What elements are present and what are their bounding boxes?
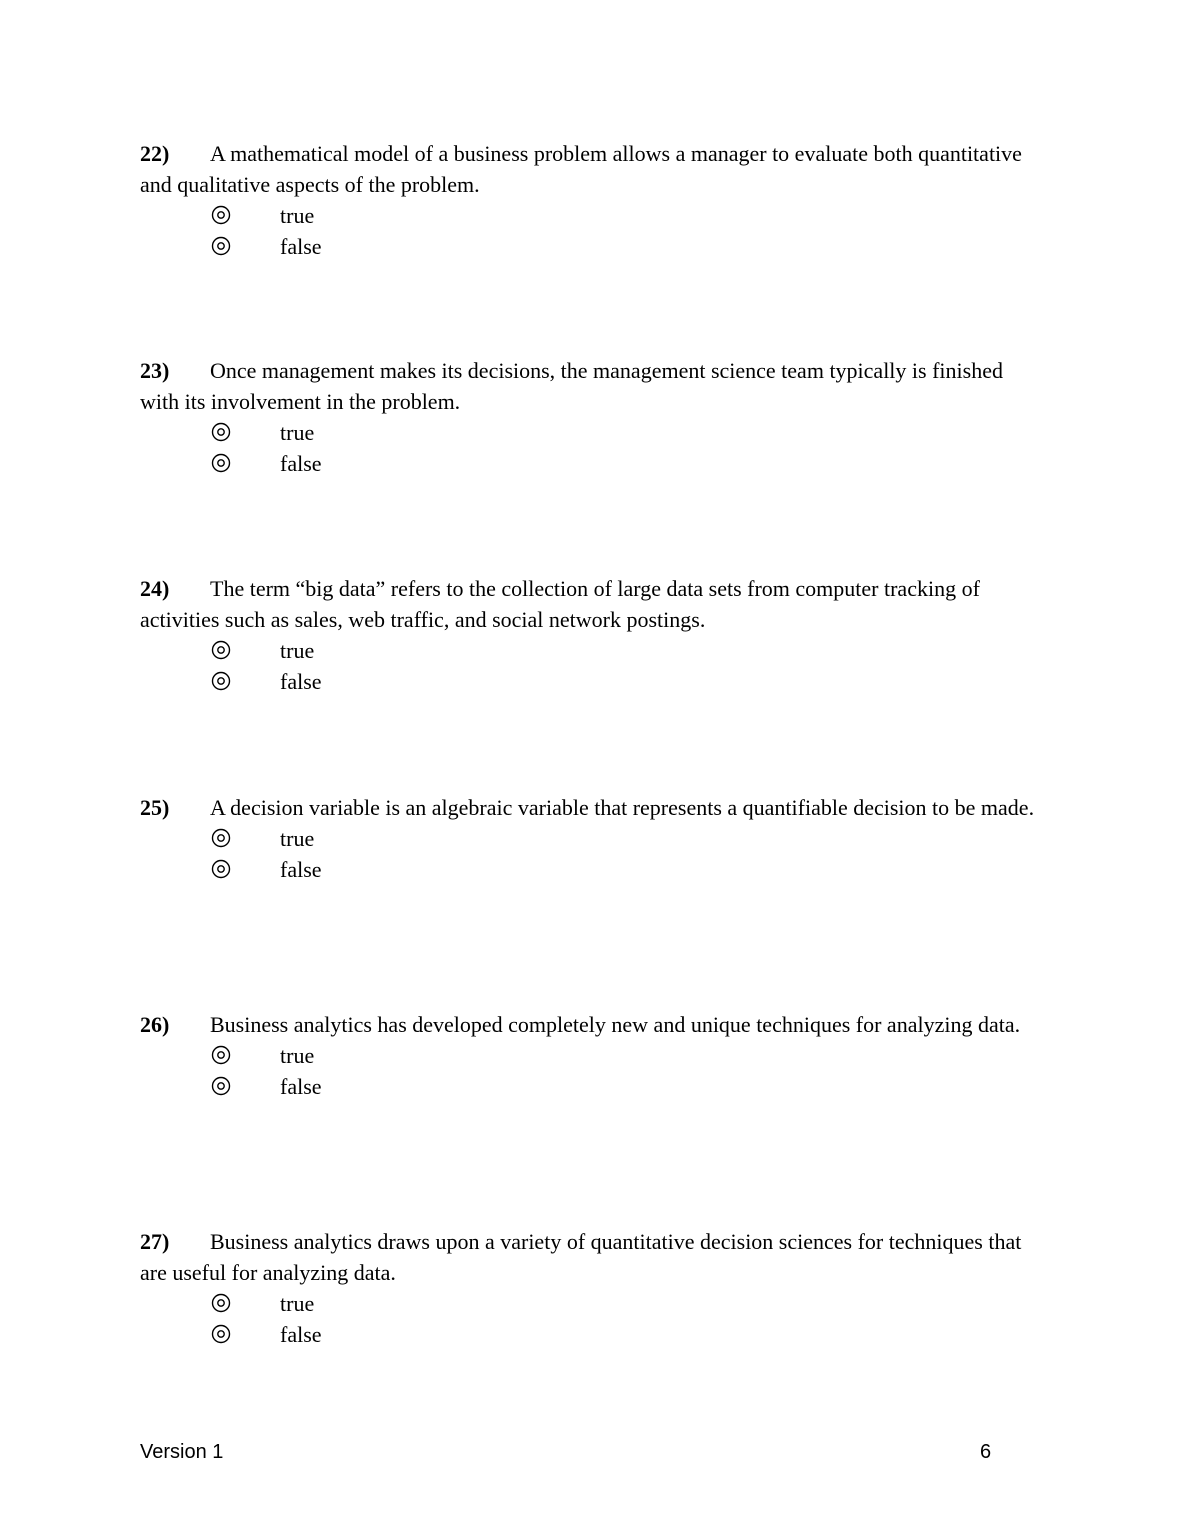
answer-options [140, 635, 1040, 697]
option-true[interactable] [140, 1288, 1040, 1319]
option-label: true [280, 638, 315, 663]
option-label: true [280, 1043, 315, 1068]
question-25 [140, 792, 1040, 885]
question-prompt: A decision variable is an algebraic variable that represents a quantifiable decision to be made. [210, 795, 1035, 820]
radio-button-icon[interactable] [211, 859, 231, 879]
answer-options [140, 1288, 1040, 1350]
question-prompt: Once management makes its decisions, the management science team typically is finished with its involvement in the problem. [140, 358, 1003, 414]
option-true[interactable] [140, 635, 1040, 666]
radio-button-icon[interactable] [211, 1324, 231, 1344]
question-text [140, 138, 1040, 200]
option-false[interactable] [140, 666, 1040, 697]
answer-options [140, 1040, 1040, 1102]
radio-button-icon[interactable] [211, 205, 231, 225]
option-false[interactable] [140, 1071, 1040, 1102]
footer-version: Version 1 [140, 1441, 224, 1463]
option-label: true [280, 203, 315, 228]
radio-button-icon[interactable] [211, 236, 231, 256]
question-22 [140, 138, 1040, 262]
question-prompt: Business analytics has developed completely new and unique techniques for analyzing data. [210, 1012, 1021, 1037]
option-label: false [280, 669, 322, 694]
radio-button-icon[interactable] [211, 422, 231, 442]
question-text [140, 792, 1040, 823]
radio-button-icon[interactable] [211, 1045, 231, 1065]
option-label: true [280, 826, 315, 851]
option-true[interactable] [140, 417, 1040, 448]
question-23 [140, 355, 1040, 479]
answer-options [140, 200, 1040, 262]
option-false[interactable] [140, 1319, 1040, 1350]
question-text [140, 1226, 1040, 1288]
question-26 [140, 1009, 1040, 1102]
question-text [140, 1009, 1040, 1040]
option-false[interactable] [140, 854, 1040, 885]
option-true[interactable] [140, 823, 1040, 854]
question-number: 27) [140, 1229, 170, 1254]
question-text [140, 355, 1040, 417]
question-number: 24) [140, 576, 170, 601]
option-false[interactable] [140, 448, 1040, 479]
option-label: false [280, 234, 322, 259]
radio-button-icon[interactable] [211, 640, 231, 660]
question-27 [140, 1226, 1040, 1350]
option-label: true [280, 420, 315, 445]
option-label: false [280, 857, 322, 882]
question-number: 26) [140, 1012, 170, 1037]
option-true[interactable] [140, 1040, 1040, 1071]
question-24 [140, 573, 1040, 697]
radio-button-icon[interactable] [211, 453, 231, 473]
option-label: true [280, 1291, 315, 1316]
question-prompt: A mathematical model of a business problem allows a manager to evaluate both quantitative and qualitative aspects of the problem. [140, 141, 1022, 197]
option-label: false [280, 451, 322, 476]
option-false[interactable] [140, 231, 1040, 262]
option-label: false [280, 1322, 322, 1347]
answer-options [140, 417, 1040, 479]
radio-button-icon[interactable] [211, 1293, 231, 1313]
option-true[interactable] [140, 200, 1040, 231]
question-number: 23) [140, 358, 170, 383]
answer-options [140, 823, 1040, 885]
question-prompt: The term “big data” refers to the collection of large data sets from computer tracking of activities such as sales, web traffic, and social network postings. [140, 576, 980, 632]
question-number: 22) [140, 141, 170, 166]
radio-button-icon[interactable] [211, 1076, 231, 1096]
question-text [140, 573, 1040, 635]
radio-button-icon[interactable] [211, 671, 231, 691]
question-prompt: Business analytics draws upon a variety of quantitative decision sciences for techniques that are useful for analyzing data. [140, 1229, 1022, 1285]
radio-button-icon[interactable] [211, 828, 231, 848]
question-number: 25) [140, 795, 170, 820]
option-label: false [280, 1074, 322, 1099]
footer-page-number: 6 [980, 1441, 992, 1463]
